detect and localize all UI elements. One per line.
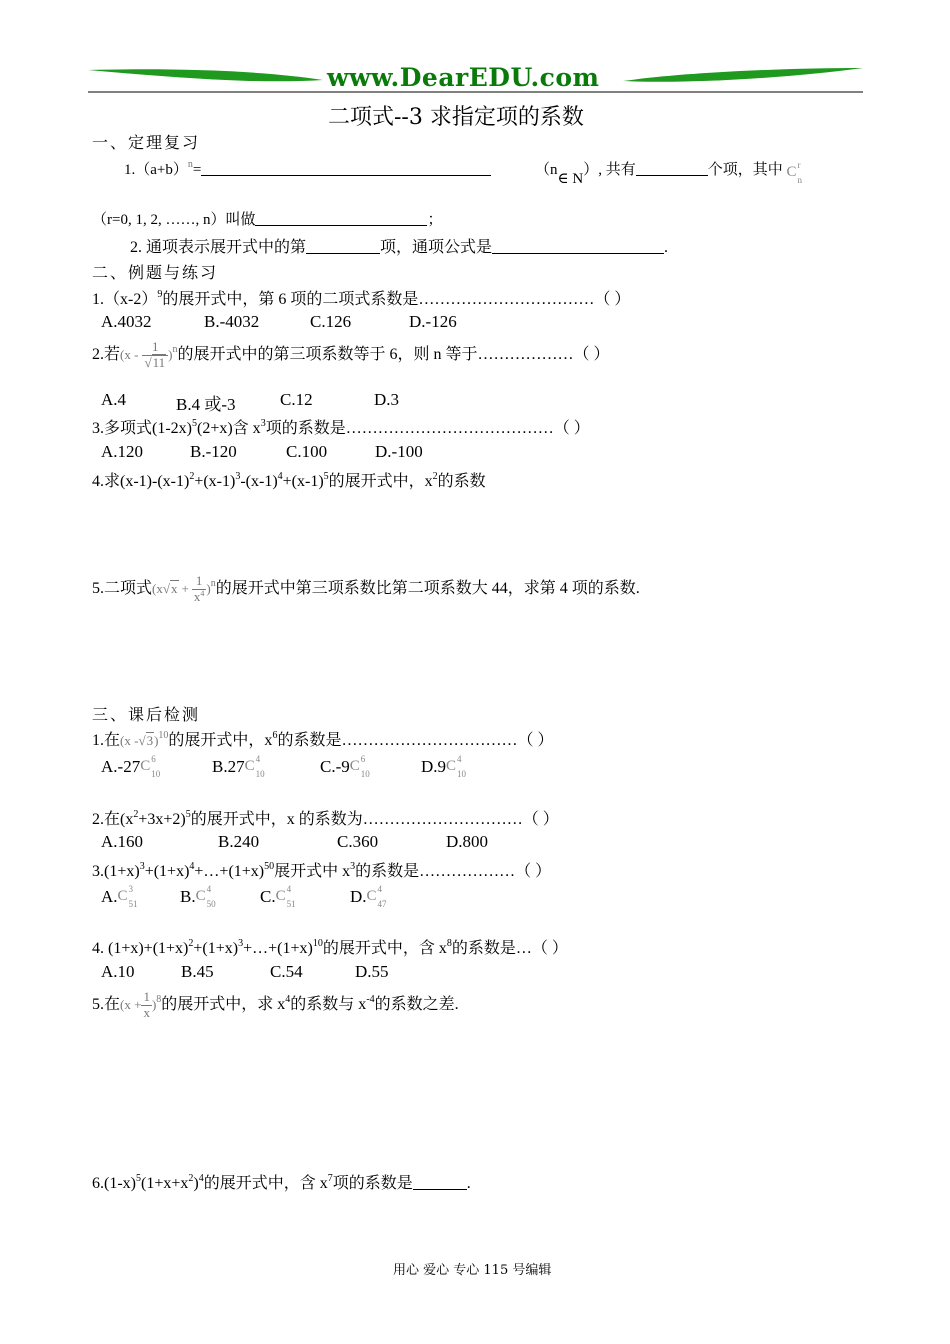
s2-q1: $1.(x-2)^9$的展开式中，第 6 项的二项式系数是……………………………（ ） [92, 289, 631, 308]
s3-q3: $3.(1+x)^3+(1+x)^4+\dots+(1+x)^{50}$展开式中 $x^3$的系数是………………（ ） [92, 861, 552, 880]
fraction: $\frac{1}{x^4}$ [193, 573, 205, 604]
section2-heading: 二、例题与练习 [92, 263, 219, 282]
s2-q3-option-c[interactable]: C.100 [286, 442, 328, 461]
s3-q6: $6.(1-x)^5(1+x+x^2)^4$的展开式中，含 $x^7$项的系数是 . [92, 1173, 471, 1192]
s3-q1-option-a[interactable]: A.-27 C 6 10 [101, 754, 161, 779]
s3-q1-option-b[interactable]: B.27 C 4 10 [212, 754, 265, 779]
s2-q1-option-d[interactable]: D.-126 [409, 312, 457, 331]
s2-q2-option-c[interactable]: C.12 [280, 390, 313, 409]
s2-q3-option-b[interactable]: B.-120 [190, 442, 237, 461]
answer-blank[interactable] [492, 237, 664, 254]
s3-q2-option-c[interactable]: C.360 [337, 832, 379, 851]
s3-q3-option-a[interactable]: A. C 3 51 [101, 884, 138, 909]
s3-q2-option-a[interactable]: A.160 [101, 832, 144, 851]
answer-blank[interactable] [306, 237, 380, 254]
s3-q1-option-d[interactable]: D.9 C 4 10 [421, 754, 467, 779]
answer-blank[interactable] [636, 159, 708, 176]
s2-q3-option-d[interactable]: D.-100 [375, 442, 423, 461]
s2-q2-option-d[interactable]: D.3 [374, 390, 400, 409]
s3-q4: 4. $(1+x)+(1+x)^2+(1+x)^3+\dots+(1+x)^{10}$的展开式中，含 $x^8$的系数是…（ ） [92, 938, 568, 957]
fraction: $\frac{1}{√11}$ [142, 340, 168, 371]
s3-q2-option-d[interactable]: D.800 [446, 832, 489, 851]
s2-q1-option-b[interactable]: B.-4032 [204, 312, 260, 331]
s3-q5: 5.在(x + $\frac{1}{x}$ )$^8$的展开式中，求 $x^4$的系数与 $x^{-4}$的系数之差. [92, 989, 459, 1020]
s3-q2-option-b[interactable]: B.240 [218, 832, 260, 851]
s3-q4-option-b[interactable]: B.45 [181, 962, 214, 981]
s2-q5: 5.二项式(x√x + $\frac{1}{x^4}$ )$^n$的展开式中第三项系数比第二项系数大 44，求第 4 项的系数. [92, 573, 640, 604]
s2-q2-option-b[interactable]: B.4 或-3 [176, 395, 236, 414]
s3-q4-option-d[interactable]: D.55 [355, 962, 389, 981]
logo-text: www.DearEDU.com [327, 63, 600, 92]
s3-q1: 1.在(x -√3)$^{10}$的展开式中，$x^6$的系数是……………………………（ ） [92, 730, 554, 749]
page-title: 二项式--3 求指定项的系数 [328, 105, 584, 130]
s2-q4: 4.求$(x-1)-(x-1)^2+(x-1)^3-(x-1)^4+(x-1)^5$的展开式中，$x^2$的系数 [92, 471, 486, 490]
s3-q1-option-c[interactable]: C.-9 C 6 10 [320, 754, 370, 779]
page-footer: 用心 爱心 专心 115 号编辑 [393, 1263, 552, 1278]
s2-q1-option-c[interactable]: C.126 [310, 312, 352, 331]
answer-blank[interactable] [201, 159, 491, 176]
s3-q3-option-c[interactable]: C. C 4 51 [260, 884, 296, 909]
s2-q3: 3.多项式$(1-2x)^5(2+x)$含 $x^3$项的系数是…………………………………（ ） [92, 418, 590, 437]
s2-q2-option-a[interactable]: A.4 [101, 390, 127, 409]
fraction: $\frac{1}{x}$ [143, 989, 150, 1020]
s1-q1: $1.(a+b)^n=$ [124, 158, 491, 179]
combination-symbol: C r n [786, 160, 802, 185]
section1-heading: 一、定理复习 [92, 133, 201, 152]
s3-q2: 2.在$(x^2+3x+2)^5$的展开式中，x 的系数为…………………………（ ） [92, 809, 559, 828]
s2-q2: 2.若(x - $\frac{1}{√11}$ )$^n$的展开式中的第三项系数等于 6，则 n 等于………………（ ） [92, 339, 610, 370]
answer-blank[interactable] [413, 1173, 467, 1190]
s3-q3-option-b[interactable]: B. C 4 50 [180, 884, 216, 909]
answer-blank[interactable] [255, 209, 427, 226]
s2-q1-option-a[interactable]: A.4032 [101, 312, 152, 331]
s3-q4-option-c[interactable]: C.54 [270, 962, 303, 981]
s1-q1-line2: （r=0, 1, 2, ……, n）叫做 ； [92, 208, 442, 229]
s2-q3-option-a[interactable]: A.120 [101, 442, 144, 461]
section3-heading: 三、课后检测 [92, 705, 201, 724]
s1-q1-cond: （n∈ N）, 共有 个项，其中 C r n [535, 158, 808, 186]
s1-q2: 2. 通项表示展开式中的第 项，通项公式是 . [130, 239, 669, 256]
s3-q3-option-d[interactable]: D. C 4 47 [350, 884, 387, 909]
s3-q4-option-a[interactable]: A.10 [101, 962, 135, 981]
